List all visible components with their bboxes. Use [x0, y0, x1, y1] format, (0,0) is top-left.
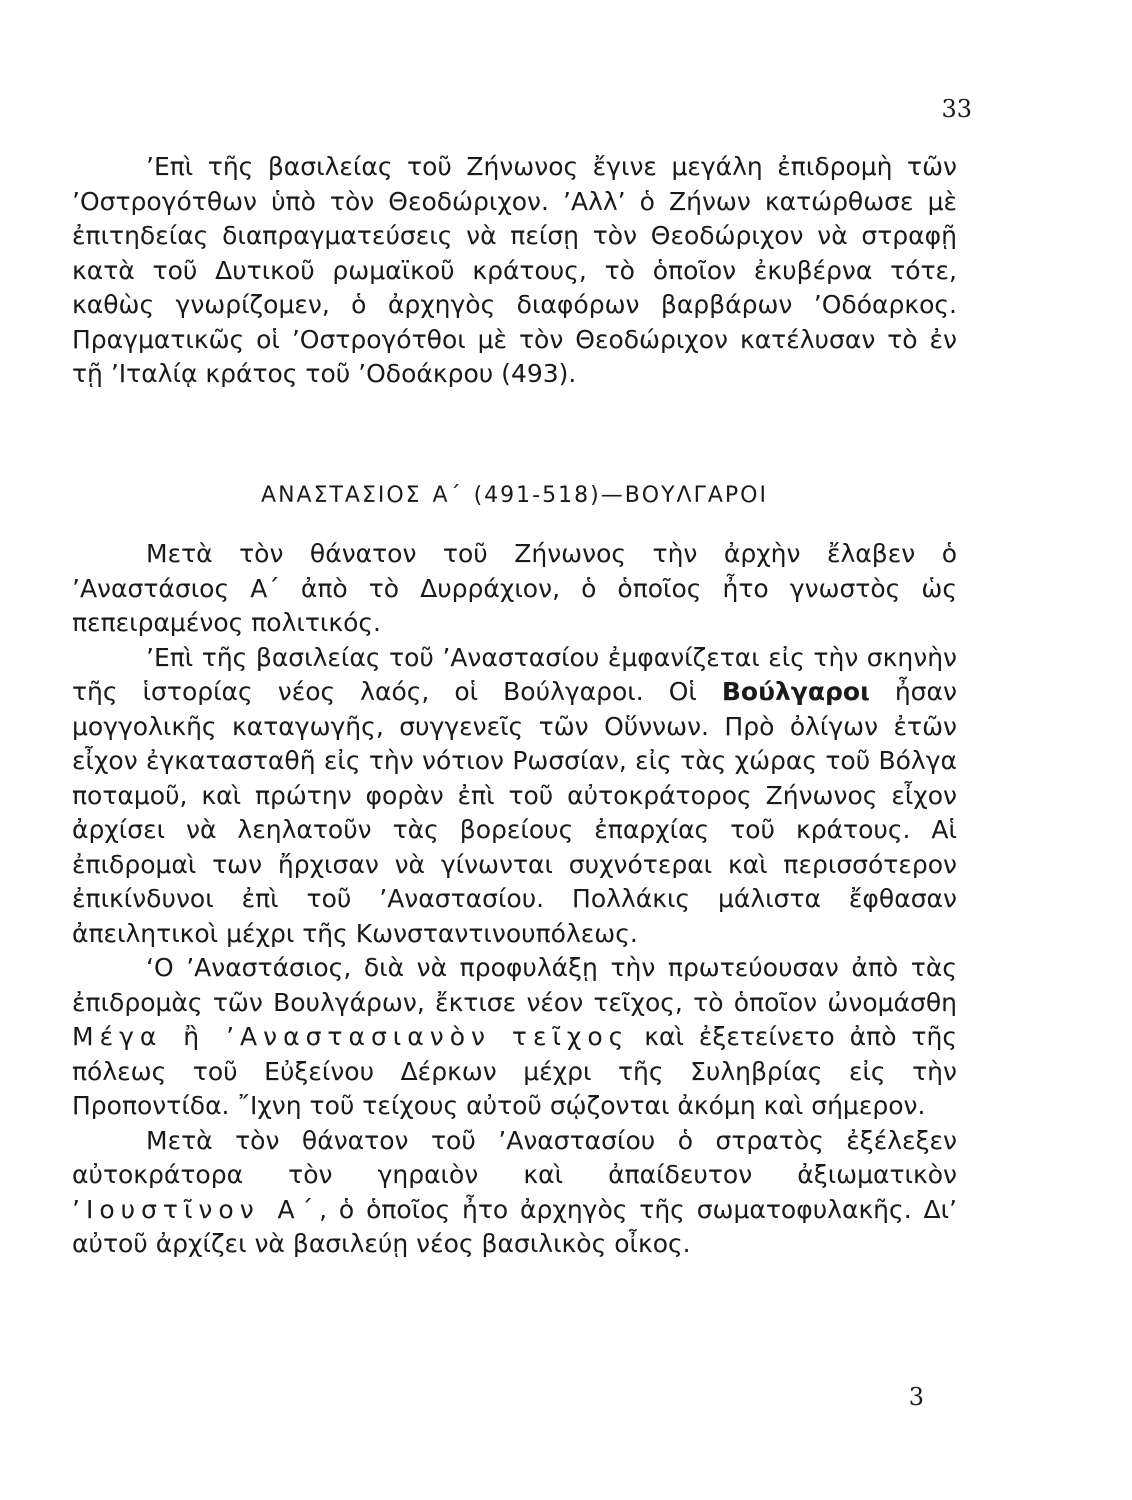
- paragraph-justin: [72, 1124, 957, 1262]
- justin-name-emphasis: ’Ιουστῖνον Α΄: [72, 1194, 320, 1224]
- paragraph-wall-text-1: ‘Ο ’Αναστάσιος, διὰ νὰ προφυλάξῃ τὴν πρωτεύουσαν ἀπὸ τὰς ἐπιδρομὰς τῶν Βουλγάρων, ἔκτισε νέον τεῖχος, τὸ ὁποῖον ὠνομάσθη: [72, 953, 957, 1017]
- paragraph-wall: [72, 951, 957, 1124]
- paragraph-bulgarians: [72, 641, 957, 952]
- paragraph-accession: Μετὰ τὸν θάνατον τοῦ Ζήνωνος τὴν ἀρχὴν ἔλαβεν ὁ ’Αναστάσιος Α΄ ἀπὸ τὸ Δυρράχιον, ὁ ὁποῖος ἦτο γνωστὸς ὡς πεπειραμένος πολιτικός.: [72, 539, 957, 637]
- section-heading: ΑΝΑΣΤΑΣΙΟΣ Α΄ (491-518)—ΒΟΥΛΓΑΡΟΙ: [261, 483, 768, 508]
- text-block-anastasius: [72, 537, 957, 1262]
- signature-number: 3: [908, 1383, 924, 1411]
- paragraph-wall-text-2: καὶ ἐξετείνετο ἀπὸ τῆς πόλεως τοῦ Εὐξείνου Δέρκων μέχρι τῆς Συληβρίας εἰς τὴν Προποντίδα. ῎Ιχνη τοῦ τείχους αὐτοῦ σῴζονται ἀκόμη καὶ σήμερον.: [72, 1022, 957, 1120]
- paragraph-bulgarians-text-1: ’Επὶ τῆς βασιλείας τοῦ ’Αναστασίου ἐμφανίζεται εἰς τὴν σκηνὴν τῆς ἱστορίας νέος λαός, οἱ Βούλγαροι. Οἱ: [72, 642, 957, 706]
- paragraph-justin-text-2: , ὁ ὁποῖος ἦτο ἀρχηγὸς τῆς σωματοφυλακῆς. Δι’ αὐτοῦ ἀρχίζει νὰ βασιλεύῃ νέος βασιλικὸς οἶκος.: [72, 1194, 958, 1258]
- wall-name-emphasis: Μέγα ἢ ’Αναστασιανὸν τεῖχος: [72, 1022, 630, 1051]
- paragraph-justin-text-1: Μετὰ τὸν θάνατον τοῦ ’Αναστασίου ὁ στρατὸς ἐξέλεξεν αὐτοκράτορα τὸν γηραιὸν καὶ ἀπαίδευτον ἀξιωματικὸν: [72, 1125, 957, 1189]
- paragraph-bulgarians-text-2: ἦσαν μογγολικῆς καταγωγῆς, συγγενεῖς τῶν Οὕννων. Πρὸ ὀλίγων ἐτῶν εἶχον ἐγκατασταθῆ εἰς τὴν νότιον Ρωσσίαν, εἰς τὰς χώρας τοῦ Βόλγα ποταμοῦ, καὶ πρώτην φορὰν ἐπὶ τοῦ αὐτοκράτορος Ζήνωνος εἶχον ἀρχίσει νὰ λεηλατοῦν τὰς βορείους ἐπαρχίας τοῦ κράτους. Αἱ ἐπιδρομαὶ των ἤρχισαν νὰ γίνωνται συχνότεραι καὶ περισσότερον ἐπικίνδυνοι ἐπὶ τοῦ ’Αναστασίου. Πολλάκις μάλιστα ἔφθασαν ἀπειλητικοὶ μέχρι τῆς Κωνσταντινουπόλεως.: [72, 677, 957, 948]
- paragraph-zeno: ’Επὶ τῆς βασιλείας τοῦ Ζήνωνος ἔγινε μεγάλη ἐπιδρομὴ τῶν ’Οστρογότθων ὑπὸ τὸν Θεοδώριχον. ’Αλλ’ ὁ Ζήνων κατώρθωσε μὲ ἐπιτηδείας διαπραγματεύσεις νὰ πείσῃ τὸν Θεοδώριχον νὰ στραφῇ κατὰ τοῦ Δυτικοῦ ρωμαϊκοῦ κράτους, τὸ ὁποῖον ἐκυβέρνα τότε, καθὼς γνωρίζομεν, ὁ ἀρχηγὸς διαφόρων βαρβάρων ’Οδόαρκος. Πραγματικῶς οἱ ’Οστρογότθοι μὲ τὸν Θεοδώριχον κατέλυσαν τὸ ἐν τῇ ’Ιταλίᾳ κράτος τοῦ ’Οδοάκρου (493).: [72, 152, 957, 388]
- page-number: 33: [941, 95, 972, 123]
- bulgarians-emphasis: Βούλγαροι: [721, 677, 870, 706]
- text-block-top: [72, 150, 957, 392]
